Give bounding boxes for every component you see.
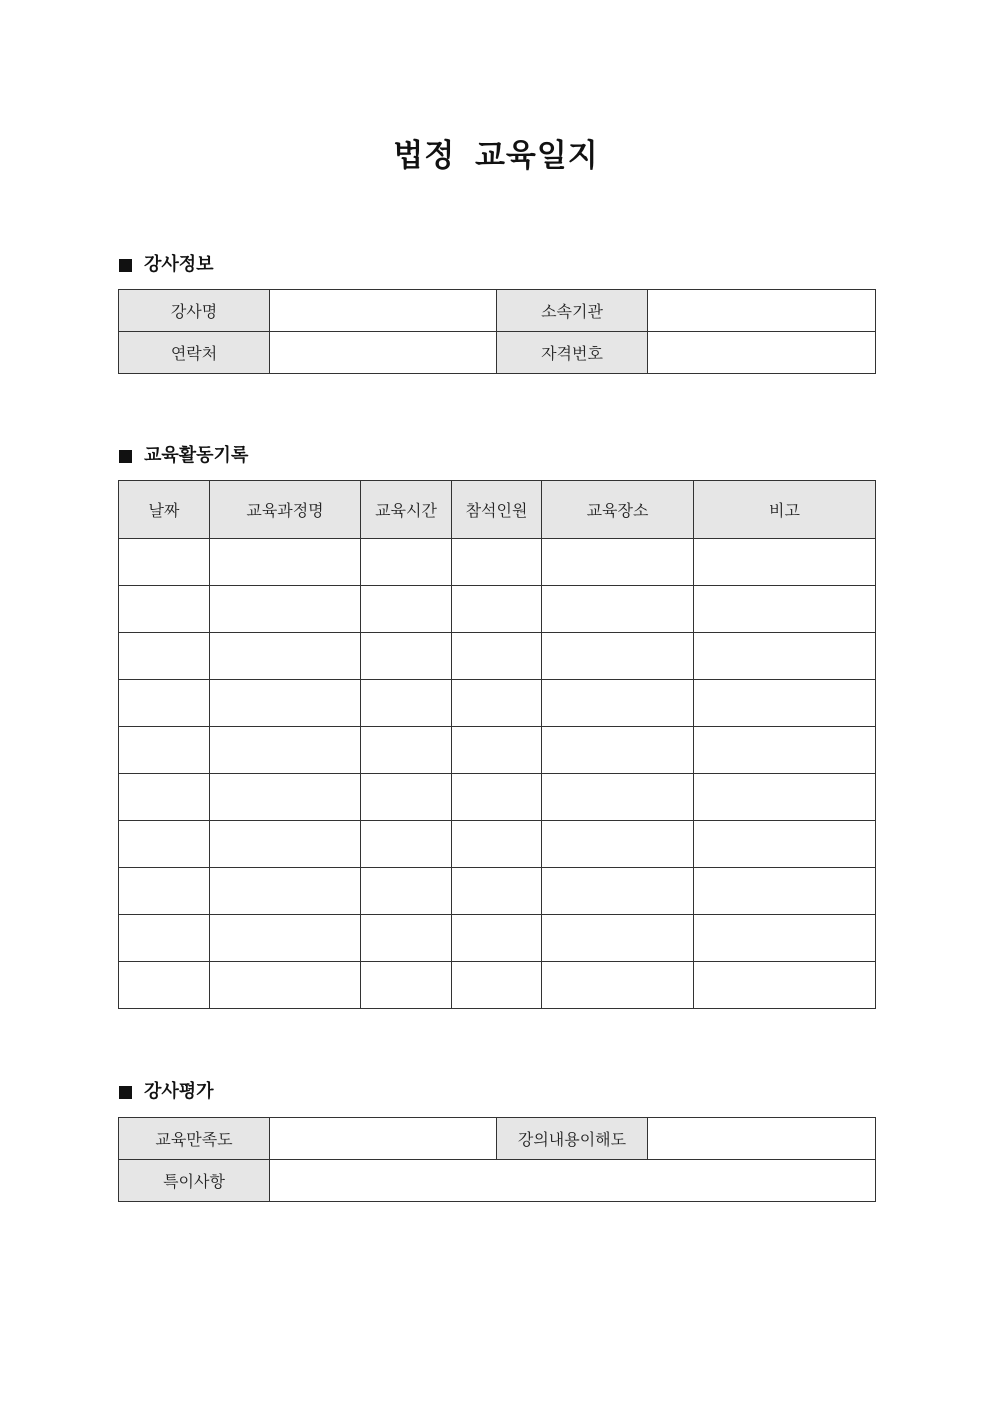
table-row bbox=[119, 915, 876, 962]
special-notes-field[interactable] bbox=[270, 1160, 876, 1202]
course-name-cell[interactable] bbox=[210, 962, 361, 1009]
contact-field[interactable] bbox=[270, 332, 497, 374]
duration-cell[interactable] bbox=[361, 821, 452, 868]
attendees-cell[interactable] bbox=[452, 539, 542, 586]
attendees-cell[interactable] bbox=[452, 962, 542, 1009]
section-heading-label: 교육활동기록 bbox=[144, 445, 249, 466]
duration-cell[interactable] bbox=[361, 633, 452, 680]
section-heading-instructor bbox=[119, 254, 214, 276]
location-cell[interactable] bbox=[542, 680, 694, 727]
date-cell[interactable] bbox=[119, 727, 210, 774]
table-row bbox=[119, 774, 876, 821]
evaluation-table bbox=[118, 1117, 876, 1202]
location-cell[interactable] bbox=[542, 962, 694, 1009]
affiliation-label: 소속기관 bbox=[497, 290, 648, 332]
date-cell[interactable] bbox=[119, 680, 210, 727]
column-header-date: 날짜 bbox=[119, 481, 210, 539]
date-cell[interactable] bbox=[119, 586, 210, 633]
duration-cell[interactable] bbox=[361, 962, 452, 1009]
license-number-field[interactable] bbox=[648, 332, 876, 374]
duration-cell[interactable] bbox=[361, 727, 452, 774]
attendees-cell[interactable] bbox=[452, 586, 542, 633]
remarks-cell[interactable] bbox=[694, 727, 876, 774]
attendees-cell[interactable] bbox=[452, 633, 542, 680]
date-cell[interactable] bbox=[119, 633, 210, 680]
course-name-cell[interactable] bbox=[210, 868, 361, 915]
table-row bbox=[119, 539, 876, 586]
attendees-cell[interactable] bbox=[452, 915, 542, 962]
comprehension-field[interactable] bbox=[648, 1118, 876, 1160]
location-cell[interactable] bbox=[542, 915, 694, 962]
table-row bbox=[119, 962, 876, 1009]
affiliation-field[interactable] bbox=[648, 290, 876, 332]
satisfaction-label: 교육만족도 bbox=[119, 1118, 270, 1160]
course-name-cell[interactable] bbox=[210, 915, 361, 962]
location-cell[interactable] bbox=[542, 539, 694, 586]
table-row bbox=[119, 1118, 876, 1160]
location-cell[interactable] bbox=[542, 868, 694, 915]
course-name-cell[interactable] bbox=[210, 586, 361, 633]
table-row bbox=[119, 821, 876, 868]
remarks-cell[interactable] bbox=[694, 915, 876, 962]
section-heading-activity bbox=[119, 445, 248, 467]
course-name-cell[interactable] bbox=[210, 821, 361, 868]
course-name-cell[interactable] bbox=[210, 680, 361, 727]
column-header-attendees: 참석인원 bbox=[452, 481, 542, 539]
location-cell[interactable] bbox=[542, 586, 694, 633]
course-name-cell[interactable] bbox=[210, 539, 361, 586]
table-row bbox=[119, 1160, 876, 1202]
attendees-cell[interactable] bbox=[452, 727, 542, 774]
table-row bbox=[119, 290, 876, 332]
table-row bbox=[119, 868, 876, 915]
table-row bbox=[119, 727, 876, 774]
section-heading-label: 강사정보 bbox=[144, 254, 214, 275]
date-cell[interactable] bbox=[119, 962, 210, 1009]
duration-cell[interactable] bbox=[361, 774, 452, 821]
remarks-cell[interactable] bbox=[694, 680, 876, 727]
location-cell[interactable] bbox=[542, 727, 694, 774]
course-name-cell[interactable] bbox=[210, 633, 361, 680]
duration-cell[interactable] bbox=[361, 586, 452, 633]
location-cell[interactable] bbox=[542, 774, 694, 821]
page-title: 법정 교육일지 bbox=[393, 138, 599, 174]
square-bullet-icon bbox=[119, 259, 132, 272]
column-header-duration: 교육시간 bbox=[361, 481, 452, 539]
remarks-cell[interactable] bbox=[694, 539, 876, 586]
duration-cell[interactable] bbox=[361, 680, 452, 727]
date-cell[interactable] bbox=[119, 774, 210, 821]
section-heading-label: 강사평가 bbox=[144, 1081, 214, 1102]
date-cell[interactable] bbox=[119, 915, 210, 962]
satisfaction-field[interactable] bbox=[270, 1118, 497, 1160]
comprehension-label: 강의내용이해도 bbox=[497, 1118, 648, 1160]
location-cell[interactable] bbox=[542, 821, 694, 868]
remarks-cell[interactable] bbox=[694, 586, 876, 633]
duration-cell[interactable] bbox=[361, 539, 452, 586]
table-row bbox=[119, 680, 876, 727]
table-row bbox=[119, 633, 876, 680]
duration-cell[interactable] bbox=[361, 868, 452, 915]
date-cell[interactable] bbox=[119, 821, 210, 868]
course-name-cell[interactable] bbox=[210, 774, 361, 821]
location-cell[interactable] bbox=[542, 633, 694, 680]
course-name-cell[interactable] bbox=[210, 727, 361, 774]
column-header-location: 교육장소 bbox=[542, 481, 694, 539]
section-heading-evaluation bbox=[119, 1081, 214, 1103]
remarks-cell[interactable] bbox=[694, 633, 876, 680]
table-row bbox=[119, 332, 876, 374]
attendees-cell[interactable] bbox=[452, 680, 542, 727]
column-header-course-name: 교육과정명 bbox=[210, 481, 361, 539]
square-bullet-icon bbox=[119, 450, 132, 463]
activity-table-body bbox=[119, 539, 876, 1009]
remarks-cell[interactable] bbox=[694, 962, 876, 1009]
square-bullet-icon bbox=[119, 1086, 132, 1099]
instructor-info-table bbox=[118, 289, 876, 374]
special-notes-label: 특이사항 bbox=[119, 1160, 270, 1202]
duration-cell[interactable] bbox=[361, 915, 452, 962]
date-cell[interactable] bbox=[119, 868, 210, 915]
activity-record-table bbox=[118, 480, 876, 1009]
table-header-row bbox=[119, 481, 876, 539]
attendees-cell[interactable] bbox=[452, 868, 542, 915]
remarks-cell[interactable] bbox=[694, 868, 876, 915]
remarks-cell[interactable] bbox=[694, 821, 876, 868]
table-row bbox=[119, 586, 876, 633]
attendees-cell[interactable] bbox=[452, 774, 542, 821]
date-cell[interactable] bbox=[119, 539, 210, 586]
license-number-label: 자격번호 bbox=[497, 332, 648, 374]
column-header-remarks: 비고 bbox=[694, 481, 876, 539]
attendees-cell[interactable] bbox=[452, 821, 542, 868]
instructor-name-label: 강사명 bbox=[119, 290, 270, 332]
remarks-cell[interactable] bbox=[694, 774, 876, 821]
instructor-name-field[interactable] bbox=[270, 290, 497, 332]
contact-label: 연락처 bbox=[119, 332, 270, 374]
